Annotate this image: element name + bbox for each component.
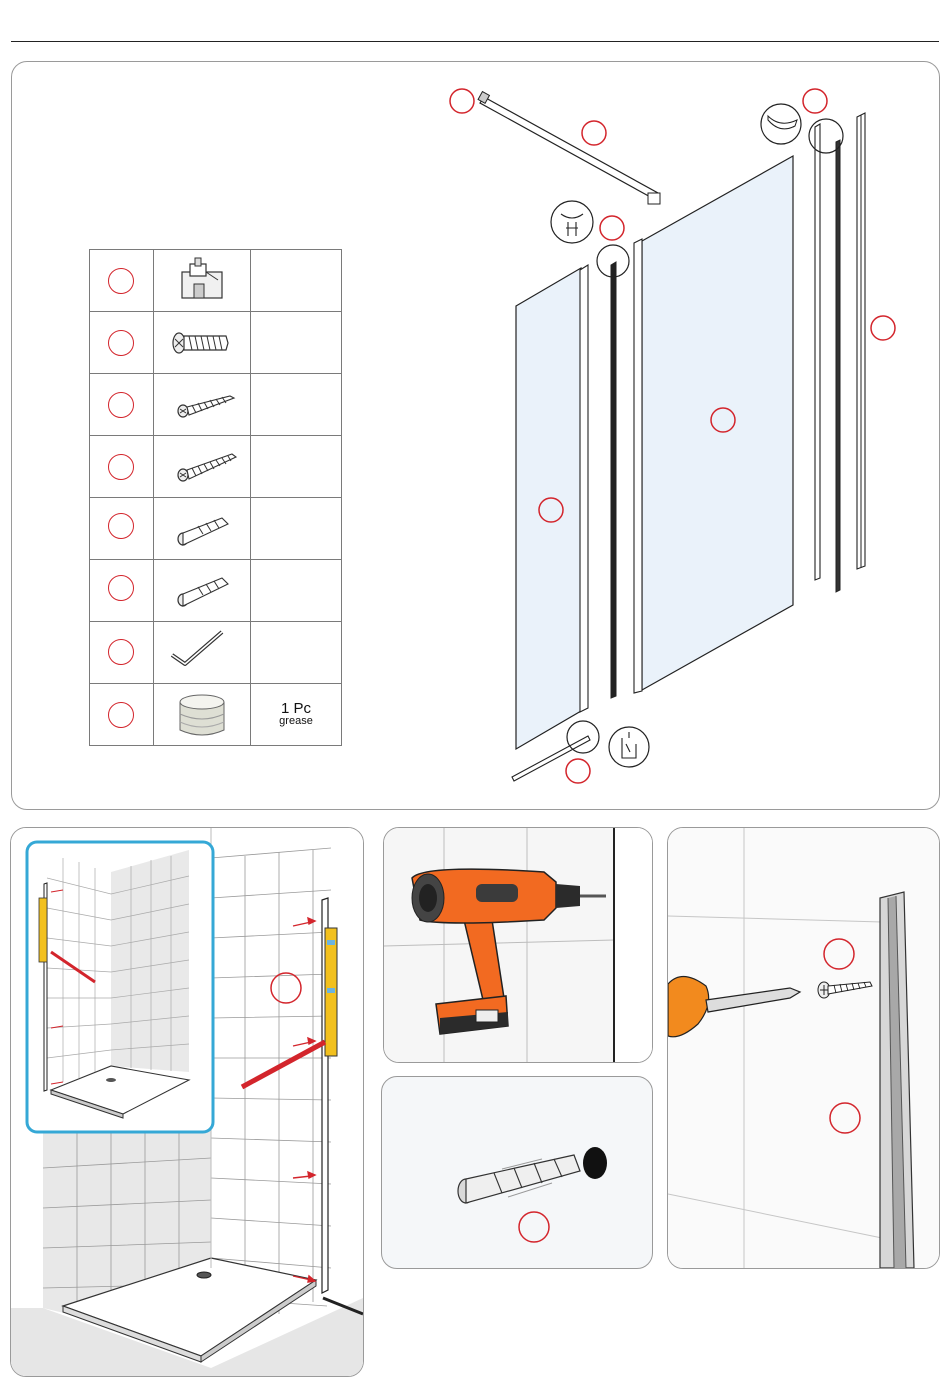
bottom-seal-detail-icon xyxy=(609,727,649,767)
step2-drill-panel xyxy=(383,827,653,1063)
step4-screw-panel xyxy=(667,827,940,1269)
step3-plug-panel xyxy=(381,1076,653,1269)
wall-profile xyxy=(815,113,865,592)
spirit-level-icon xyxy=(325,928,337,1056)
wall-profile-detail-icon xyxy=(761,104,801,144)
step1-level-panel xyxy=(10,827,364,1377)
tiled-wall-icon xyxy=(11,828,363,1376)
stabilizer-bar xyxy=(478,92,660,204)
sliding-door-panel xyxy=(516,265,588,749)
callout-circle xyxy=(803,89,827,113)
detail-circle xyxy=(567,721,599,753)
magnetic-seal xyxy=(611,262,616,698)
fixed-glass-panel xyxy=(634,156,793,693)
callout-circle xyxy=(582,121,606,145)
part-note: grease xyxy=(279,715,313,727)
wall-plug-icon xyxy=(458,1155,580,1203)
callout-circle xyxy=(519,1212,549,1242)
seal-profile-detail-icon xyxy=(551,201,593,243)
screw-scene xyxy=(668,828,939,1268)
callout-circle xyxy=(566,759,590,783)
step1-inset xyxy=(27,842,213,1132)
callout-circle xyxy=(450,89,474,113)
callout-circle xyxy=(871,316,895,340)
part-quantity: 1 Pc xyxy=(280,700,311,717)
wall-plug-scene xyxy=(382,1077,652,1268)
callout-circle xyxy=(600,216,624,240)
drilled-hole xyxy=(583,1147,607,1179)
drill-scene xyxy=(384,828,652,1062)
detail-circle xyxy=(809,119,843,153)
